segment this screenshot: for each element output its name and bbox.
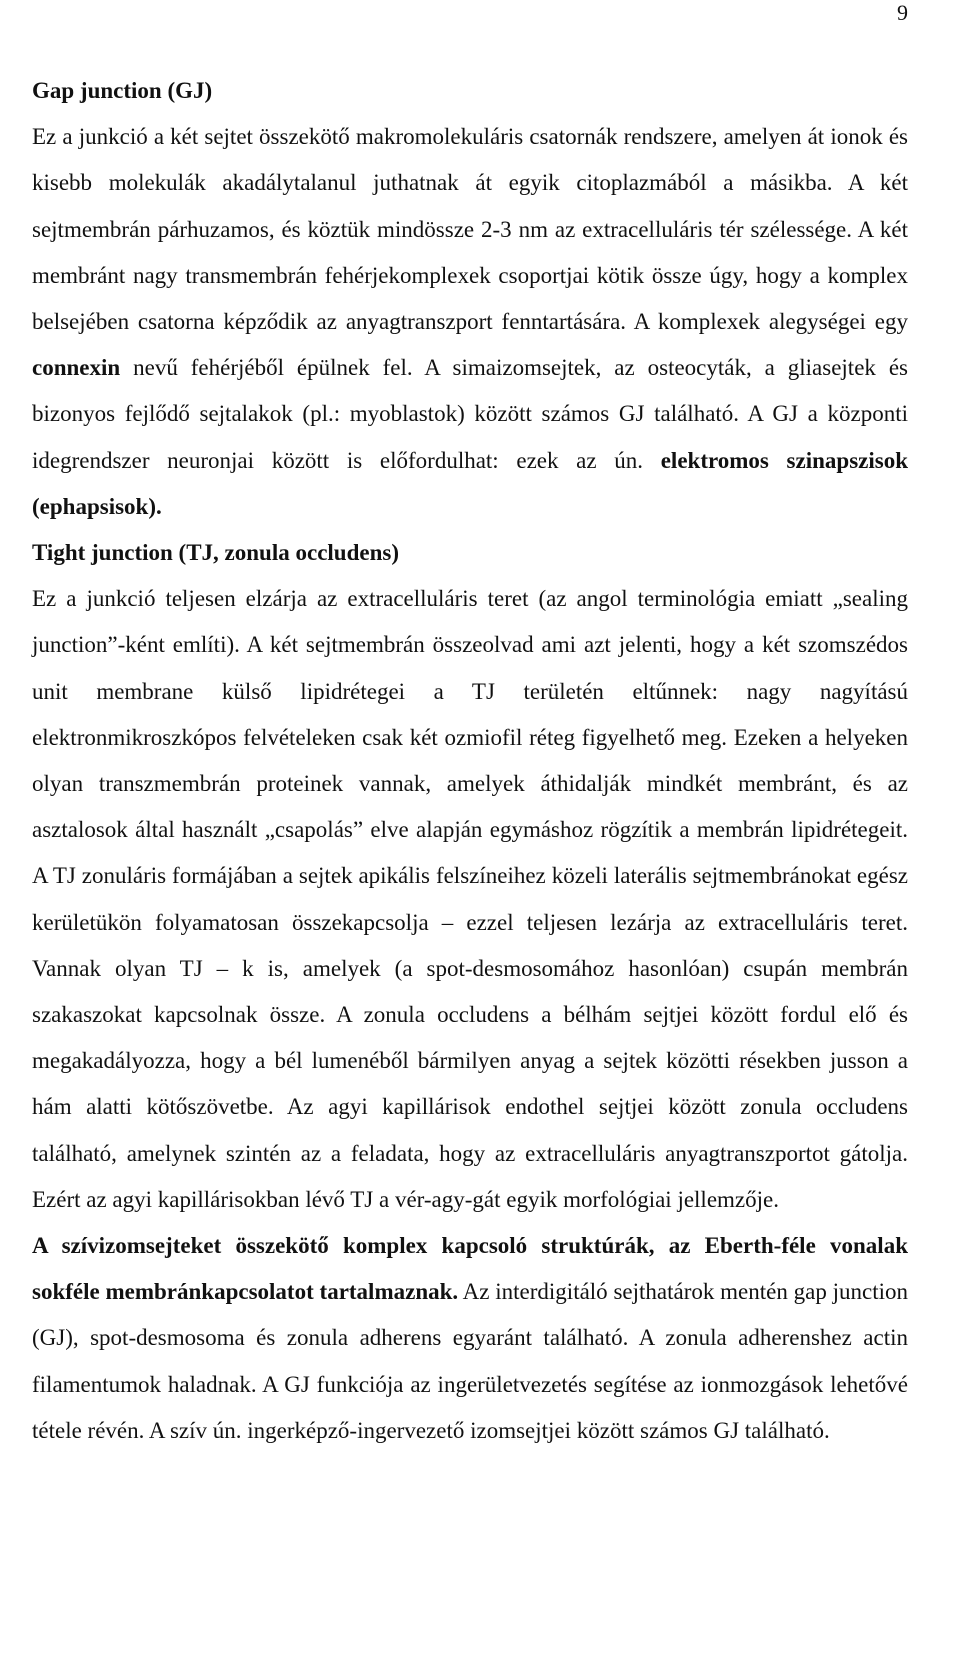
elektromos-szinapszisok-term: elektromos szinapszisok (ephapsisok). [32, 447, 908, 519]
document-body [32, 68, 908, 1454]
tight-junction-heading: Tight junction (TJ, zonula occludens) [32, 540, 399, 566]
connexin-term: connexin [32, 355, 121, 381]
heart-bold-intro: A szívizomsejteket összekötő komplex kapcsoló struktúrák, az Eberth-féle vonalak sokféle membránkapcsolatot tartalmaznak. [32, 1233, 908, 1305]
heart-text: Az interdigitáló sejthatárok mentén gap junction (GJ), spot-desmosoma és zonula adherens egyaránt található. A zonula adherenshez actin filamentumok haladnak. A GJ funkciója az ingerületvezetés segítése az ionmozgások lehetővé tétele révén. A szív ún. ingerképző-ingervezető izomsejtjei között számos GJ található. [32, 1279, 908, 1443]
gap-junction-text-2: nevű fehérjéből épülnek fel. A simaizomsejtek, az osteocyták, a gliasejtek és bizonyos fejlődő sejtalakok (pl.: myoblastok) között számos GJ található. A GJ a központi idegrendszer neuronjai között is előfordulhat: ezek az ún. [32, 355, 908, 473]
gap-junction-paragraph [32, 114, 908, 530]
gap-junction-text-1: Ez a junkció a két sejtet összekötő makromolekuláris csatornák rendszere, amelyen át ionok és kisebb molekulák akadálytalanul juthatnak át egyik citoplazmából a másikba. A két sejtmembrán párhuzamos, és köztük mindössze 2-3 nm az extracelluláris tér szélessége. A két membránt nagy transmembrán fehérjekomplexek csoportjai kötik össze úgy, hogy a komplex belsejében csatorna képződik az anyagtranszport fenntartására. A komplexek alegységei egy [32, 124, 908, 335]
tight-junction-paragraph: Ez a junkció teljesen elzárja az extracelluláris teret (az angol terminológia emiatt „sealing junction”-ként említi). A két sejtmembrán összeolvad ami azt jelenti, hogy a két szomszédos unit membrane külső lipidrétegei a TJ területén eltűnnek: nagy nagyítású elektronmikroszkópos felvételeken csak két ozmiofil réteg figyelhető meg. Ezeken a helyeken olyan transzmembrán proteinek vannak, amelyek áthidalják mindkét membránt, és az asztalosok által használt „csapolás” elve alapján egymáshoz rögzítik a membrán lipidrétegeit. A TJ zonuláris formájában a sejtek apikális felszíneihez közeli laterális sejtmembránokat egész kerületükön folyamatosan összekapcsolja – ezzel teljesen lezárja az extracelluláris teret. Vannak olyan TJ – k is, amelyek (a spot-desmosomához hasonlóan) csupán membrán szakaszokat kapcsolnak össze. A zonula occludens a bélhám sejtjei között fordul elő és megakadályozza, hogy a bél lumenéből bármilyen anyag a sejtek közötti résekben jusson a hám alatti kötőszövetbe. Az agyi kapillárisok endothel sejtjei között zonula occludens található, amelynek szintén az a feladata, hogy az extracelluláris anyagtranszportot gátolja. Ezért az agyi kapillárisokban lévő TJ a vér-agy-gát egyik morfológiai jellemzője. [32, 586, 908, 1212]
gap-junction-heading: Gap junction (GJ) [32, 78, 213, 103]
heart-paragraph [32, 1223, 908, 1454]
page-number: 9 [897, 0, 908, 25]
